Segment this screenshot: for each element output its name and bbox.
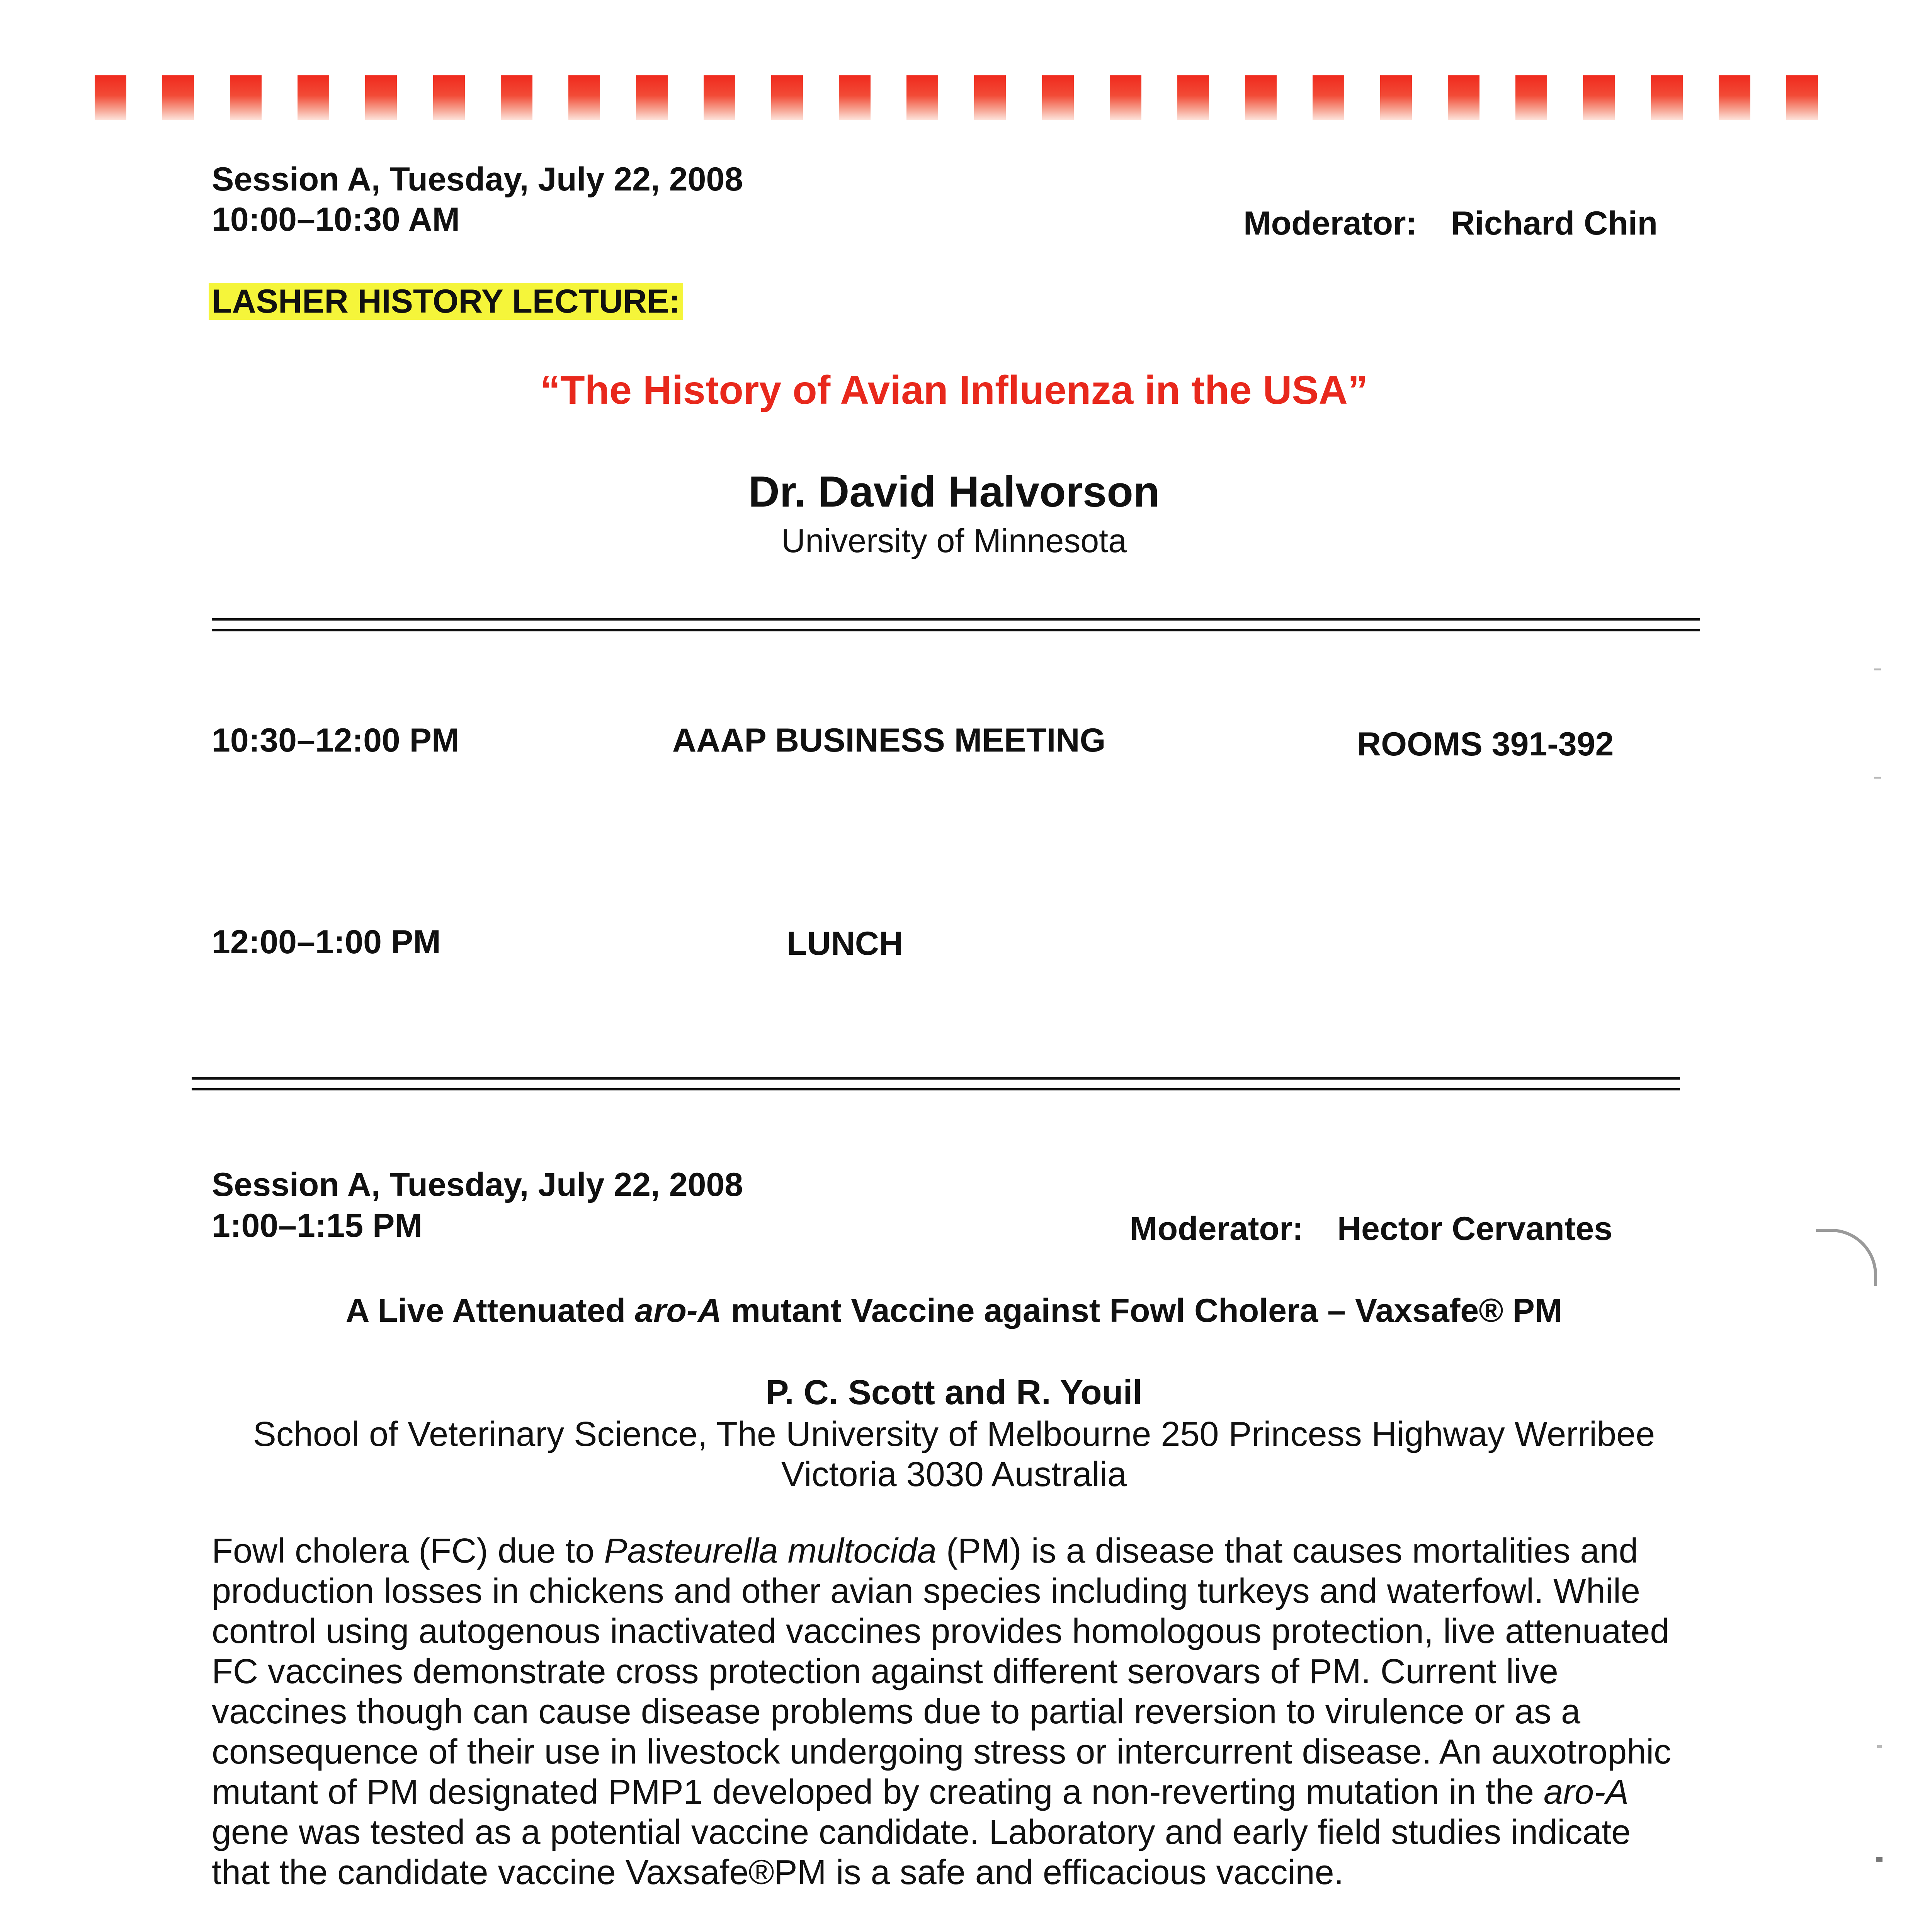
abstract-line: FC vaccines demonstrate cross protection against different serovars of PM. Current live bbox=[212, 1652, 1558, 1691]
scan-artifact bbox=[1874, 777, 1881, 779]
schedule-row-2-time: 12:00–1:00 PM bbox=[212, 923, 441, 961]
dash-mark bbox=[1786, 75, 1818, 120]
dash-mark bbox=[1177, 75, 1209, 120]
abstract-text: (PM) is a disease that causes mortalities and bbox=[936, 1532, 1638, 1570]
scan-artifact bbox=[1877, 1745, 1882, 1748]
session2-moderator bbox=[1130, 1209, 1612, 1249]
session2-header: Session A, Tuesday, July 22, 2008 bbox=[212, 1166, 743, 1203]
dash-mark bbox=[568, 75, 600, 120]
schedule-row-2-event: LUNCH bbox=[787, 925, 903, 962]
dash-mark bbox=[1515, 75, 1547, 120]
dash-mark bbox=[365, 75, 397, 120]
dash-mark bbox=[1313, 75, 1344, 120]
dash-mark bbox=[1245, 75, 1277, 120]
dash-mark bbox=[1448, 75, 1479, 120]
session1-header: Session A, Tuesday, July 22, 2008 bbox=[212, 161, 743, 198]
lecture-title: “The History of Avian Influenza in the USA” bbox=[540, 368, 1368, 413]
abstract-text: Fowl cholera (FC) due to bbox=[212, 1532, 604, 1570]
speaker-affiliation: University of Minnesota bbox=[781, 522, 1127, 560]
abstract-italic: Pasteurella multocida bbox=[604, 1532, 937, 1570]
lecture-label-highlight: LASHER HISTORY LECTURE: bbox=[209, 283, 683, 320]
dash-mark bbox=[433, 75, 465, 120]
scan-artifact-arc bbox=[1816, 1229, 1877, 1286]
abstract-line: control using autogenous inactivated vaccines provides homologous protection, live attenuated bbox=[212, 1612, 1670, 1651]
abstract-line: production losses in chickens and other avian species including turkeys and waterfowl. While bbox=[212, 1572, 1640, 1611]
double-rule-divider bbox=[192, 1077, 1680, 1090]
abstract-line: that the candidate vaccine Vaxsafe®PM is a safe and efficacious vaccine. bbox=[212, 1853, 1344, 1892]
dash-mark bbox=[839, 75, 871, 120]
abstract-line bbox=[212, 1531, 1719, 1571]
speaker-name: Dr. David Halvorson bbox=[748, 468, 1160, 516]
paper-authors: P. C. Scott and R. Youil bbox=[765, 1373, 1143, 1412]
moderator-name: Hector Cervantes bbox=[1337, 1210, 1613, 1247]
dash-mark bbox=[1042, 75, 1074, 120]
paper-title-part2: mutant Vaccine against Fowl Cholera – Vaxsafe® PM bbox=[721, 1292, 1563, 1329]
schedule-row-1-event: AAAP BUSINESS MEETING bbox=[672, 722, 1106, 759]
paper-title bbox=[0, 1291, 1908, 1331]
abstract-body bbox=[212, 1531, 1719, 1893]
dash-mark bbox=[1583, 75, 1615, 120]
double-rule-divider bbox=[212, 618, 1700, 631]
abstract-italic: aro-A bbox=[1544, 1773, 1629, 1811]
session1-time: 10:00–10:30 AM bbox=[212, 201, 460, 238]
schedule-row-1-location: ROOMS 391-392 bbox=[1357, 726, 1614, 763]
session1-moderator bbox=[1243, 203, 1658, 243]
abstract-line: consequence of their use in livestock undergoing stress or intercurrent disease. An auxotrophic bbox=[212, 1733, 1672, 1771]
lecture-label bbox=[209, 281, 683, 321]
dash-mark bbox=[1651, 75, 1683, 120]
moderator-name: Richard Chin bbox=[1451, 205, 1658, 242]
dash-mark bbox=[771, 75, 803, 120]
paper-affiliation-line1: School of Veterinary Science, The University of Melbourne 250 Princess Highway Werribee bbox=[253, 1415, 1655, 1454]
scan-artifact bbox=[1876, 1857, 1882, 1862]
dash-mark bbox=[95, 75, 126, 120]
paper-affiliation-line2: Victoria 3030 Australia bbox=[781, 1455, 1127, 1494]
dash-mark bbox=[906, 75, 938, 120]
abstract-line bbox=[212, 1772, 1719, 1812]
dash-mark bbox=[1380, 75, 1412, 120]
schedule-row-1-time: 10:30–12:00 PM bbox=[212, 722, 459, 759]
moderator-label: Moderator: bbox=[1243, 205, 1417, 242]
abstract-line: vaccines though can cause disease problems due to partial reversion to virulence or as a bbox=[212, 1692, 1580, 1731]
paper-title-italic: aro-A bbox=[635, 1292, 722, 1329]
moderator-label: Moderator: bbox=[1130, 1210, 1304, 1247]
dash-mark bbox=[1110, 75, 1141, 120]
dash-mark bbox=[1719, 75, 1750, 120]
dash-mark bbox=[162, 75, 194, 120]
dash-mark bbox=[974, 75, 1006, 120]
paper-title-part1: A Live Attenuated bbox=[345, 1292, 635, 1329]
dash-mark bbox=[298, 75, 329, 120]
session2-time: 1:00–1:15 PM bbox=[212, 1207, 422, 1244]
abstract-line: gene was tested as a potential vaccine candidate. Laboratory and early field studies indicate bbox=[212, 1813, 1631, 1852]
decorative-dash-band bbox=[95, 75, 1818, 122]
dash-mark bbox=[501, 75, 532, 120]
dash-mark bbox=[636, 75, 668, 120]
dash-mark bbox=[230, 75, 262, 120]
dash-mark bbox=[704, 75, 735, 120]
abstract-text: mutant of PM designated PMP1 developed by creating a non-reverting mutation in the bbox=[212, 1773, 1544, 1811]
scan-artifact bbox=[1874, 668, 1881, 670]
